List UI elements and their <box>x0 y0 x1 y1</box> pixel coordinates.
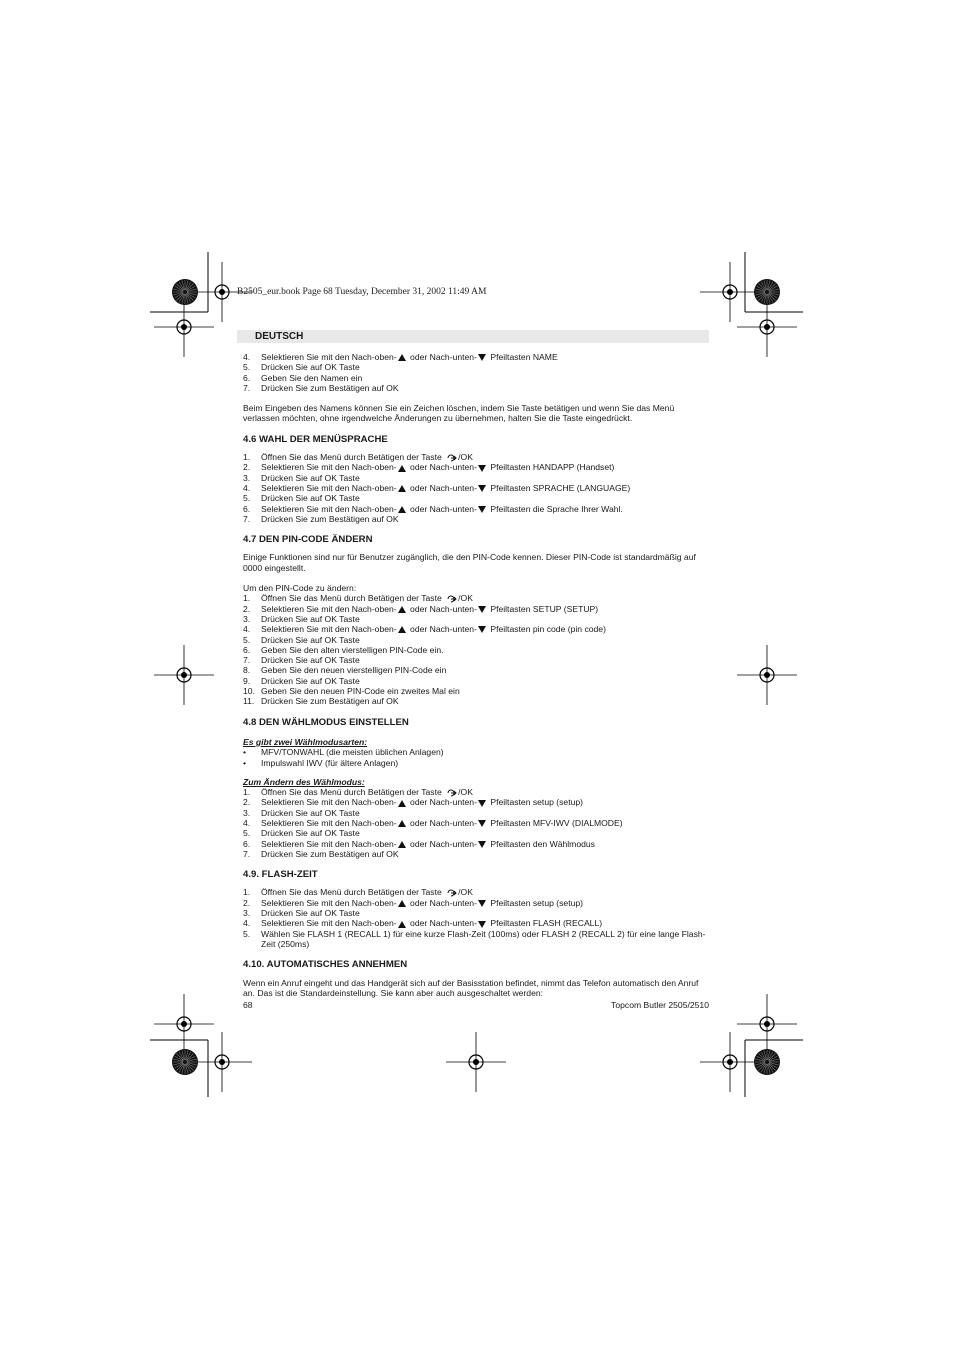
list-item <box>243 352 709 362</box>
item-number: • <box>243 747 247 758</box>
item-number: 5. <box>243 493 251 504</box>
item-number: 4. <box>243 482 251 493</box>
item-text: Öffnen Sie das Menü durch Betätigen der Taste <box>261 593 445 604</box>
list-item <box>243 887 709 897</box>
item-number: 5. <box>243 928 251 939</box>
item-text: Drücken Sie auf OK Taste <box>261 655 360 666</box>
item-text: Pfeiltasten pin code (pin code) <box>487 624 606 635</box>
item-text: Drücken Sie auf OK Taste <box>261 807 360 818</box>
item-number: 6. <box>243 644 251 655</box>
arrow-up-icon <box>398 465 406 472</box>
section-4-9-steps <box>243 887 709 949</box>
crosshair-mark <box>154 994 214 1054</box>
section-4-8-bullets <box>243 747 709 768</box>
list-item <box>243 383 709 393</box>
item-number: 5. <box>243 634 251 645</box>
item-text: Pfeiltasten SETUP (SETUP) <box>487 603 599 614</box>
item-text: oder Nach-unten- <box>407 462 477 473</box>
arrow-up-icon <box>398 606 406 613</box>
arrow-down-icon <box>478 485 486 492</box>
arrow-up-icon <box>398 354 406 361</box>
item-number: 10. <box>243 686 255 697</box>
item-text: Drücken Sie auf OK Taste <box>261 908 360 919</box>
item-text: Selektieren Sie mit den Nach-oben- <box>261 603 397 614</box>
item-number: 2. <box>243 603 251 614</box>
item-number: 9. <box>243 675 251 686</box>
item-number: 4. <box>243 352 251 362</box>
arrow-down-icon <box>478 820 486 827</box>
crosshair-mark <box>192 1032 252 1092</box>
file-header-line: B2505_eur.book Page 68 Tuesday, December 31, 2002 11:49 AM <box>237 287 487 297</box>
crosshair-mark <box>446 1032 506 1092</box>
arrow-down-icon <box>478 841 486 848</box>
item-text: Geben Sie den alten vierstelligen PIN-Code ein. <box>261 644 444 655</box>
item-text: oder Nach-unten- <box>407 897 477 908</box>
list-item <box>243 929 709 950</box>
menu-key-icon <box>447 889 457 897</box>
arrow-up-icon <box>398 800 406 807</box>
list-item <box>243 462 709 472</box>
crosshair-mark <box>154 645 214 705</box>
item-text: Drücken Sie zum Bestätigen auf OK <box>261 848 399 859</box>
item-text: Impulswahl IWV (für ältere Anlagen) <box>261 757 399 768</box>
arrow-up-icon <box>398 820 406 827</box>
item-text: Öffnen Sie das Menü durch Betätigen der Taste <box>261 787 445 798</box>
section-4-7-steps <box>243 593 709 706</box>
item-number: 6. <box>243 372 251 383</box>
item-text: oder Nach-unten- <box>407 482 477 493</box>
item-text: Drücken Sie auf OK Taste <box>261 675 360 686</box>
item-number: 7. <box>243 655 251 666</box>
item-text: Pfeiltasten die Sprache Ihrer Wahl. <box>487 503 623 514</box>
item-text: oder Nach-unten- <box>407 817 477 828</box>
item-number: 3. <box>243 807 251 818</box>
language-bar <box>237 330 709 343</box>
item-text: oder Nach-unten- <box>407 624 477 635</box>
item-text: Drücken Sie zum Bestätigen auf OK <box>261 696 399 707</box>
item-text: Drücken Sie auf OK Taste <box>261 362 360 373</box>
section-4-8-title: 4.8 DEN WÄHLMODUS EINSTELLEN <box>243 716 409 728</box>
list-item <box>243 686 709 696</box>
list-item <box>243 676 709 686</box>
item-text: oder Nach-unten- <box>407 838 477 849</box>
item-text: Selektieren Sie mit den Nach-oben- <box>261 797 397 808</box>
list-item <box>243 828 709 838</box>
item-text: Drücken Sie auf OK Taste <box>261 493 360 504</box>
page-number: 68 <box>243 1000 253 1010</box>
item-text: Geben Sie den neuen vierstelligen PIN-Code ein <box>261 665 447 676</box>
item-text: /OK <box>458 452 473 463</box>
item-text: /OK <box>458 787 473 798</box>
item-text: Drücken Sie auf OK Taste <box>261 472 360 483</box>
arrow-down-icon <box>478 354 486 361</box>
item-text: Selektieren Sie mit den Nach-oben- <box>261 503 397 514</box>
section-4-8-subheading-types: Es gibt zwei Wählmodusarten: <box>243 736 368 747</box>
item-text: Pfeiltasten NAME <box>487 352 558 362</box>
section-4-7-title: 4.7 DEN PIN-CODE ÄNDERN <box>243 534 373 546</box>
item-number: 6. <box>243 838 251 849</box>
item-number: 7. <box>243 513 251 524</box>
item-text: Selektieren Sie mit den Nach-oben- <box>261 482 397 493</box>
list-item <box>243 787 709 797</box>
item-number: 4. <box>243 918 251 929</box>
item-number: 8. <box>243 665 251 676</box>
sunburst-mark <box>172 1049 198 1075</box>
section-4-10-text: Wenn ein Anruf eingeht und das Handgerät sich auf der Basisstation befindet, nimmt das Telefon automatisch den Anruf an. Das ist die Standardeinstellung. Sie kann aber auch ausgeschaltet werden: <box>243 977 699 998</box>
crosshair-mark <box>737 645 797 705</box>
section-4-9-title: 4.9. FLASH-ZEIT <box>243 869 318 881</box>
item-text: Geben Sie den neuen PIN-Code ein zweites Mal ein <box>261 686 460 697</box>
section-4-7-lead: Um den PIN-Code zu ändern: <box>243 583 357 594</box>
item-text: Pfeiltasten HANDAPP (Handset) <box>487 462 615 473</box>
intro-note: Beim Eingeben des Namens können Sie ein Zeichen löschen, indem Sie Taste betätigen und wenn Sie das Menü verlassen möchten, ohne irgendwelche Änderungen zu übernehmen, halten Sie die Taste eingedrückt. <box>243 403 675 424</box>
arrow-up-icon <box>398 506 406 513</box>
crosshair-mark <box>737 994 797 1054</box>
list-item <box>243 504 709 514</box>
crosshair-mark <box>154 297 214 357</box>
item-text: oder Nach-unten- <box>407 797 477 808</box>
arrow-down-icon <box>478 900 486 907</box>
menu-key-icon <box>447 595 457 603</box>
list-item <box>243 918 709 928</box>
item-text: Drücken Sie zum Bestätigen auf OK <box>261 382 399 393</box>
item-number: • <box>243 757 247 768</box>
arrow-down-icon <box>478 921 486 928</box>
intro-steps <box>243 352 709 393</box>
item-text: /OK <box>458 887 473 898</box>
list-item <box>243 604 709 614</box>
item-text: Selektieren Sie mit den Nach-oben- <box>261 838 397 849</box>
section-4-6-title: 4.6 WAHL DER MENÜSPRACHE <box>243 433 388 445</box>
item-text: Drücken Sie auf OK Taste <box>261 634 360 645</box>
section-4-8-steps <box>243 787 709 859</box>
item-text: oder Nach-unten- <box>407 603 477 614</box>
arrow-down-icon <box>478 465 486 472</box>
arrow-up-icon <box>398 900 406 907</box>
product-name: Topcom Butler 2505/2510 <box>611 1000 709 1010</box>
item-number: 3. <box>243 613 251 624</box>
sunburst-mark <box>754 1049 780 1075</box>
item-text: oder Nach-unten- <box>407 352 477 362</box>
item-number: 1. <box>243 787 251 798</box>
arrow-down-icon <box>478 626 486 633</box>
item-text: Wählen Sie FLASH 1 (RECALL 1) für eine kurze Flash-Zeit (100ms) oder FLASH 2 (RECALL 2) für eine lange Flash-Zeit (250ms) <box>261 928 706 949</box>
arrow-down-icon <box>478 800 486 807</box>
list-item <box>243 898 709 908</box>
list-item <box>243 808 709 818</box>
item-number: 4. <box>243 817 251 828</box>
crosshair-mark <box>737 297 797 357</box>
item-number: 2. <box>243 462 251 473</box>
list-item <box>243 696 709 706</box>
item-number: 1. <box>243 593 251 604</box>
list-item <box>243 908 709 918</box>
item-number: 7. <box>243 848 251 859</box>
arrow-up-icon <box>398 626 406 633</box>
crosshair-mark <box>700 1032 760 1092</box>
item-text: /OK <box>458 593 473 604</box>
list-item <box>243 452 709 462</box>
item-number: 3. <box>243 472 251 483</box>
item-number: 4. <box>243 624 251 635</box>
list-item <box>243 645 709 655</box>
section-4-8-subheading-change: Zum Ändern des Wählmodus: <box>243 776 365 787</box>
list-item <box>243 747 709 757</box>
item-text: Pfeiltasten SPRACHE (LANGUAGE) <box>487 482 631 493</box>
item-text: Öffnen Sie das Menü durch Betätigen der Taste <box>261 887 445 898</box>
item-text: Selektieren Sie mit den Nach-oben- <box>261 817 397 828</box>
item-text: Pfeiltasten FLASH (RECALL) <box>487 918 603 929</box>
list-item <box>243 373 709 383</box>
language-label: DEUTSCH <box>255 331 304 342</box>
page-content <box>243 352 709 998</box>
list-item <box>243 758 709 768</box>
item-number: 5. <box>243 828 251 839</box>
list-item <box>243 849 709 859</box>
arrow-up-icon <box>398 485 406 492</box>
section-4-6-steps <box>243 452 709 524</box>
item-text: Pfeiltasten setup (setup) <box>487 897 584 908</box>
section-4-7-intro: Einige Funktionen sind nur für Benutzer zugänglich, die den PIN-Code kennen. Dieser PIN-Code ist standardmäßig auf 0000 eingestellt. <box>243 552 696 573</box>
list-item <box>243 514 709 524</box>
list-item <box>243 797 709 807</box>
item-text: Drücken Sie zum Bestätigen auf OK <box>261 513 399 524</box>
list-item <box>243 473 709 483</box>
item-text: Geben Sie den Namen ein <box>261 372 363 383</box>
item-number: 3. <box>243 908 251 919</box>
item-number: 11. <box>243 696 255 707</box>
list-item <box>243 839 709 849</box>
list-item <box>243 624 709 634</box>
menu-key-icon <box>447 454 457 462</box>
list-item <box>243 665 709 675</box>
arrow-down-icon <box>478 506 486 513</box>
list-item <box>243 483 709 493</box>
arrow-up-icon <box>398 921 406 928</box>
list-item <box>243 818 709 828</box>
item-text: Selektieren Sie mit den Nach-oben- <box>261 918 397 929</box>
item-number: 2. <box>243 897 251 908</box>
item-text: oder Nach-unten- <box>407 503 477 514</box>
item-text: Pfeiltasten MFV-IWV (DIALMODE) <box>487 817 623 828</box>
item-text: Pfeiltasten den Wählmodus <box>487 838 595 849</box>
arrow-up-icon <box>398 841 406 848</box>
page-footer <box>243 1000 709 1010</box>
item-text: oder Nach-unten- <box>407 918 477 929</box>
item-text: Selektieren Sie mit den Nach-oben- <box>261 352 397 362</box>
item-text: MFV/TONWAHL (die meisten üblichen Anlagen) <box>261 747 444 758</box>
list-item <box>243 635 709 645</box>
sunburst-mark <box>754 279 780 305</box>
crosshair-mark <box>700 262 760 322</box>
arrow-down-icon <box>478 606 486 613</box>
item-number: 7. <box>243 382 251 393</box>
item-text: Pfeiltasten setup (setup) <box>487 797 584 808</box>
item-text: Selektieren Sie mit den Nach-oben- <box>261 462 397 473</box>
item-text: Selektieren Sie mit den Nach-oben- <box>261 897 397 908</box>
item-number: 5. <box>243 362 251 373</box>
section-4-10-title: 4.10. AUTOMATISCHES ANNEHMEN <box>243 959 408 971</box>
list-item <box>243 655 709 665</box>
item-number: 2. <box>243 797 251 808</box>
item-number: 6. <box>243 503 251 514</box>
item-number: 1. <box>243 887 251 898</box>
list-item <box>243 362 709 372</box>
sunburst-mark <box>172 279 198 305</box>
item-text: Drücken Sie auf OK Taste <box>261 613 360 624</box>
list-item <box>243 593 709 603</box>
item-number: 1. <box>243 452 251 463</box>
item-text: Selektieren Sie mit den Nach-oben- <box>261 624 397 635</box>
list-item <box>243 493 709 503</box>
menu-key-icon <box>447 789 457 797</box>
list-item <box>243 614 709 624</box>
item-text: Drücken Sie auf OK Taste <box>261 828 360 839</box>
item-text: Öffnen Sie das Menü durch Betätigen der Taste <box>261 452 445 463</box>
